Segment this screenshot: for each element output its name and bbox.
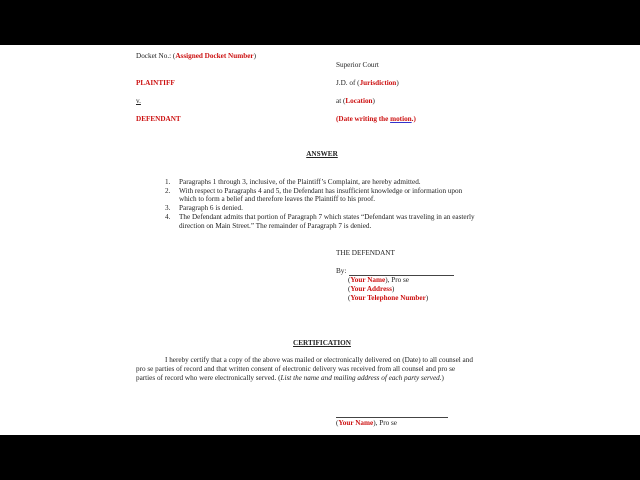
certification-text: pro se parties of record and that written consent of electronic delivery was received from all counsel and pro se: [136, 365, 456, 373]
item-number: 2.: [165, 187, 171, 195]
item-text: which to form a belief and therefore leaves the Plaintiff to his proof.: [179, 195, 376, 203]
answer-title: ANSWER: [306, 150, 338, 158]
location-value: Location: [345, 97, 373, 105]
paren: (: [348, 276, 351, 284]
by-label: By:: [336, 267, 347, 275]
paren: ): [372, 97, 375, 105]
paren: ): [396, 79, 399, 87]
defendant: DEFENDANT: [136, 115, 181, 123]
address-value: Your Address: [350, 285, 392, 293]
jurisdiction: [336, 79, 399, 88]
plaintiff: PLAINTIFF: [136, 79, 175, 87]
certification-title: CERTIFICATION: [293, 339, 351, 347]
certification-text: [136, 374, 444, 383]
cert-instruction: List the name and mailing address of each party served.: [280, 374, 442, 382]
certifier-name: [336, 419, 397, 428]
name-value: Your Name: [350, 276, 386, 284]
versus: v.: [136, 97, 141, 105]
paren: (: [278, 374, 281, 382]
motion-date: [336, 115, 416, 124]
document-page: [0, 45, 640, 435]
item-text: The Defendant admits that portion of Paragraph 7 which states “Defendant was traveling in an easterly: [179, 213, 475, 221]
certification-text: I hereby certify that a copy of the above was mailed or electronically delivered on (Date) to all counsel and: [165, 356, 473, 364]
docket-label: Docket No.: (: [136, 52, 176, 60]
date-close: .): [411, 115, 416, 123]
docket-number: [136, 52, 256, 61]
jd-label: J.D. of (: [336, 79, 360, 87]
docket-value: Assigned Docket Number: [175, 52, 254, 60]
signature-line: [336, 417, 448, 418]
at-label: at (: [336, 97, 346, 105]
signer-name: [348, 276, 409, 285]
paren: (: [336, 419, 339, 427]
item-number: 3.: [165, 204, 171, 212]
paren: ): [441, 374, 444, 382]
item-text: With respect to Paragraphs 4 and 5, the Defendant has insufficient knowledge or information upon: [179, 187, 463, 195]
party-label: THE DEFENDANT: [336, 249, 395, 257]
pro-se: ), Pro se: [385, 276, 409, 284]
item-number: 1.: [165, 178, 171, 186]
item-text: direction on Main Street.” The remainder of Paragraph 7 is denied.: [179, 222, 372, 230]
paren: (: [348, 294, 351, 302]
pro-se: ), Pro se: [373, 419, 397, 427]
signer-address: [348, 285, 394, 294]
signer-phone: [348, 294, 428, 303]
jurisdiction-value: Jurisdiction: [359, 79, 397, 87]
item-text: Paragraphs 1 through 3, inclusive, of the Plaintiff’s Complaint, are hereby admitted.: [179, 178, 421, 186]
motion-word: motion: [390, 115, 412, 123]
paren: ): [425, 294, 429, 302]
court-name: Superior Court: [336, 61, 379, 69]
cert-line: parties of record who were electronically served.: [136, 374, 279, 382]
item-text: Paragraph 6 is denied.: [179, 204, 243, 212]
item-number: 4.: [165, 213, 171, 221]
name-value: Your Name: [338, 419, 374, 427]
paren: ): [391, 285, 395, 293]
paren: (: [348, 285, 351, 293]
date-text: (Date writing the: [336, 115, 391, 123]
paren: ): [253, 52, 256, 60]
phone-value: Your Telephone Number: [350, 294, 426, 302]
location: [336, 97, 375, 106]
